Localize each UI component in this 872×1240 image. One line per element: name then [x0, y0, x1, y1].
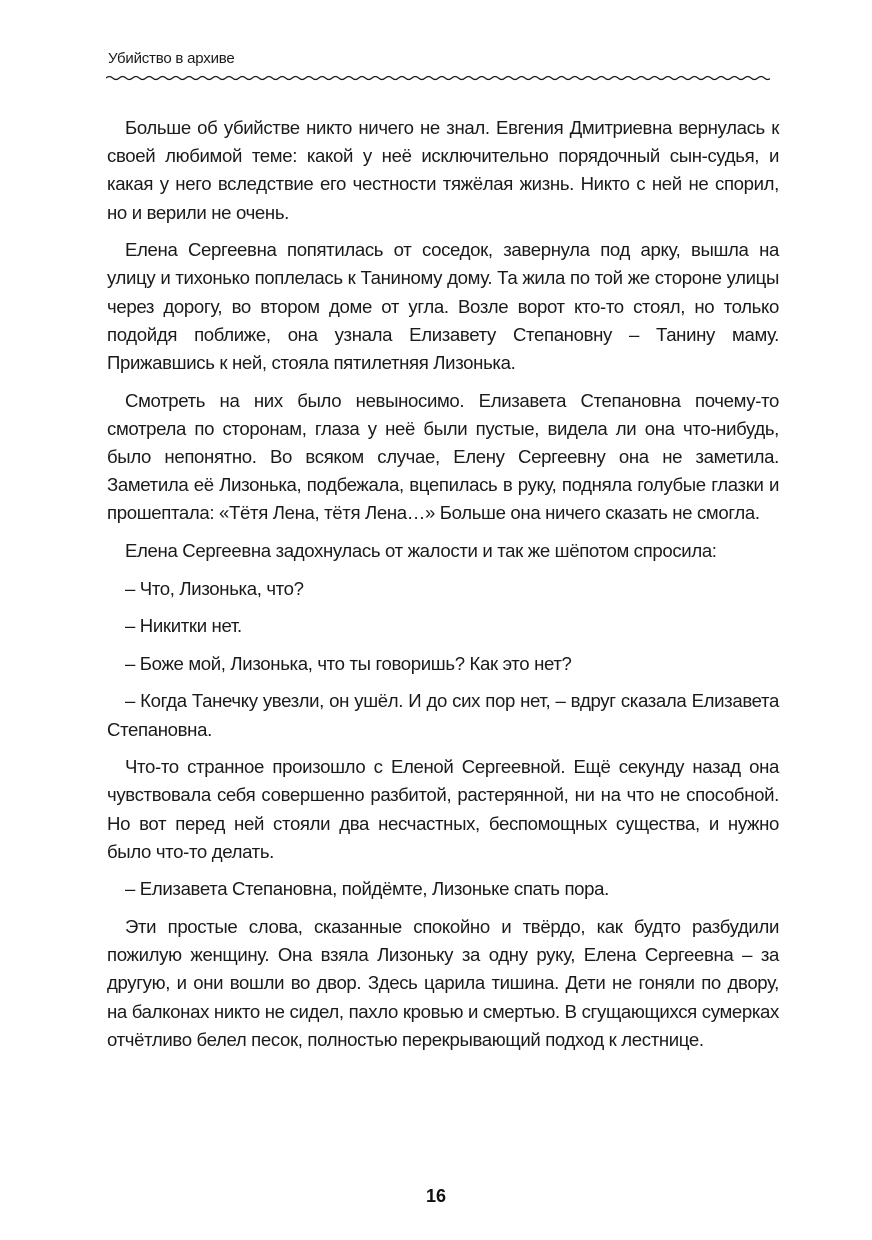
paragraph: Елена Сергеевна задохнулась от жалости и так же шёпотом спросила: [125, 540, 717, 562]
dialog-line: – Боже мой, Лизонька, что ты говоришь? Как это нет? [125, 652, 572, 674]
paragraph: Больше об убийстве никто ничего не знал. Евгения Дмитриевна вернулась к своей любимой теме: какой у неё исключительно порядочный сын-судья, и какая у него вследствие его честности тяжёлая жизнь. Никто с ней не спорил, но и верили не очень. [107, 117, 779, 223]
page-number: 16 [425, 1186, 447, 1206]
wavy-rule-ornament [106, 72, 770, 84]
dialog-line: – Никитки нет. [125, 615, 242, 637]
paragraph: Елена Сергеевна попятилась от соседок, завернула под арку, вышла на улицу и тихонько поплелась к Таниному дому. Та жила по той же стороне улицы через дорогу, во втором доме от угла. Возле ворот кто-то стоял, но только подойдя поближе, она узнала Елизавету Степановну – Танину маму. Прижавшись к ней, стояла пятилетняя Лизонька. [107, 239, 779, 374]
dialog-line: – Когда Танечку увезли, он ушёл. И до сих пор нет, – вдруг сказала Елизавета Степановна. [107, 690, 779, 740]
running-title: Убийство в архиве [108, 50, 235, 67]
paragraph: Эти простые слова, сказанные спокойно и твёрдо, как будто разбудили пожилую женщину. Она взяла Лизоньку за одну руку, Елена Сергеевна – за другую, и они вошли во двор. Здесь царила тишина. Дети не гоняли по двору, на балконах никто не сидел, пахло кровью и смертью. В сгущающихся сумерках отчётливо белел песок, полностью перекрывающий подход к лестнице. [107, 915, 779, 1050]
paragraph: Что-то странное произошло с Еленой Сергеевной. Ещё секунду назад она чувствовала себя совершенно разбитой, растерянной, ни на что не способной. Но вот перед ней стояли два несчастных, беспомощных существа, и нужно было что-то делать. [107, 756, 779, 862]
dialog-line: – Что, Лизонька, что? [125, 577, 304, 599]
dialog-line: – Елизавета Степановна, пойдёмте, Лизоньке спать пора. [125, 878, 609, 900]
page-body [107, 114, 779, 1063]
paragraph: Смотреть на них было невыносимо. Елизавета Степановна почему-то смотрела по сторонам, глаза у неё были пустые, видела ли она что-нибудь, было непонятно. Во всяком случае, Елену Сергеевну она не заметила. Заметила её Лизонька, подбежала, вцепилась в руку, подняла голубые глазки и прошептала: «Тётя Лена, тётя Лена…» Больше она ничего сказать не смогла. [107, 389, 779, 524]
